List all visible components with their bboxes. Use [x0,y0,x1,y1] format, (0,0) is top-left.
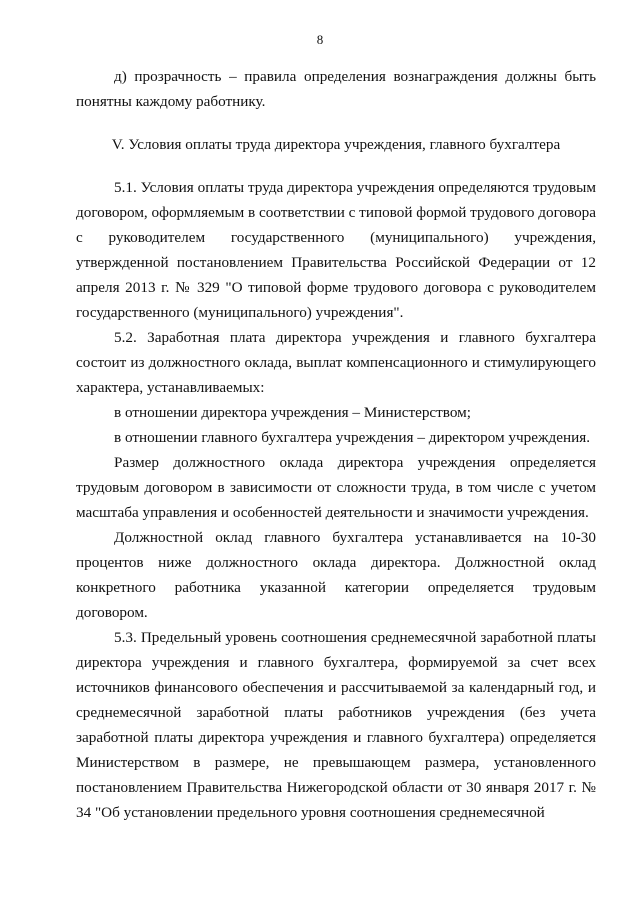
paragraph-5-3: 5.3. Предельный уровень соотношения среднемесячной заработной платы директора учреждения и главного бухгалтера, формируемой за счет всех источников финансового обеспечения и рассчитываемой за календарный год, и среднемесячной заработной платы работников учреждения (без учета заработной платы директора учреждения и главного бухгалтера) определяется Министерством в размере, не превышающем размера, установленного постановлением Правительства Нижегородской области от 30 января 2017 г. № 34 "Об установлении предельного уровня соотношения среднемесячной [76,629,596,821]
paragraph-5-1: 5.1. Условия оплаты труда директора учреждения определяются трудовым договором, оформляемым в соответствии с типовой формой трудового договора с руководителем государственного (муниципального) учреждения, утвержденной постановлением Правительства Российской Федерации от 12 апреля 2013 г. № 329 "О типовой форме трудового договора с руководителем государственного (муниципального) учреждения". [76,179,597,321]
paragraph-transparency: д) прозрачность – правила определения вознаграждения должны быть понятны каждому работнику. [76,68,596,110]
paragraph-accountant-salary: Должностной оклад главного бухгалтера устанавливается на 10-30 процентов ниже должностного оклада директора. Должностной оклад конкретного работника указанной категории определяется трудовым договором. [76,529,596,621]
section-heading: V. Условия оплаты труда директора учреждения, главного бухгалтера [111,136,561,153]
paragraph-accountant-director: в отношении главного бухгалтера учреждения – директором учреждения. [114,429,591,446]
paragraph-5-2: 5.2. Заработная плата директора учреждения и главного бухгалтера состоит из должностного оклада, выплат компенсационного и стимулирующего характера, устанавливаемых: [76,329,596,396]
paragraph-director-ministry: в отношении директора учреждения – Министерством; [114,404,472,421]
paragraph-director-salary-size: Размер должностного оклада директора учреждения определяется трудовым договором в зависимости от сложности труда, в том числе с учетом масштаба управления и особенностей деятельности и значимости учреждения. [76,454,596,521]
document-body [76,64,596,825]
page-number: 8 [316,32,324,47]
